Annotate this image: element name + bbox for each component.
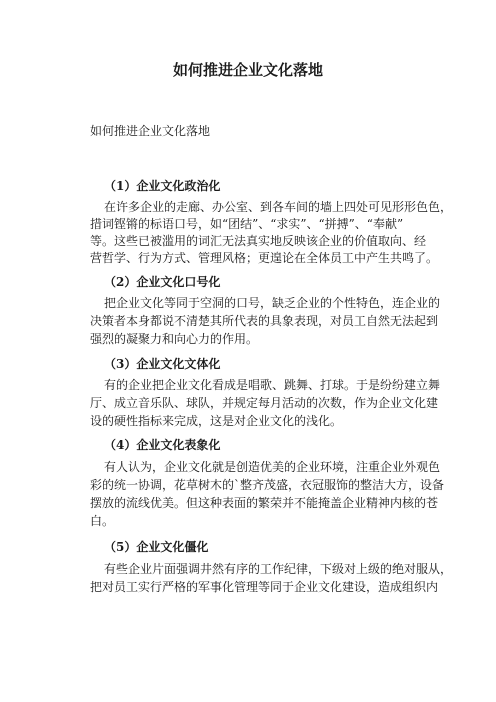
paragraph-line: 等。这些已被滥用的词汇无法真实地反映该企业的价值取向、经 — [90, 234, 427, 248]
paragraph-line: 措词铿锵的标语口号，如“团结”、“求实”、“拼搏”、“奉献” — [90, 217, 404, 231]
section-heading: （3）企业文化文体化 — [104, 357, 221, 371]
document-title: 如何推进企业文化落地 — [172, 61, 323, 79]
document-subtitle: 如何推进企业文化落地 — [90, 124, 211, 138]
paragraph-line: 把对员工实行严格的军事化管理等同于企业文化建设，造成组织内 — [90, 580, 439, 594]
paragraph-line: 有些企业片面强调井然有序的工作纪律，下级对上级的绝对服从， — [104, 562, 453, 576]
paragraph-line: 强烈的凝聚力和向心力的作用。 — [90, 332, 259, 346]
paragraph-line: 有的企业把企业文化看成是唱歌、跳舞、打球。于是纷纷建立舞 — [104, 378, 441, 392]
paragraph-line: 摆放的流线优美。但这种表面的繁荣并不能掩盖企业精神内核的苍 — [90, 496, 439, 510]
section-heading: （4）企业文化表象化 — [104, 438, 221, 452]
paragraph-line: 厅、成立音乐队、球队，并规定每月活动的次数，作为企业文化建 — [90, 396, 439, 410]
paragraph-line: 有人认为，企业文化就是创造优美的企业环境，注重企业外观色 — [104, 460, 441, 474]
paragraph-line: 营哲学、行为方式、管理风格；更遑论在全体员工中产生共鸣了。 — [90, 251, 439, 265]
section-heading: （1）企业文化政治化 — [104, 179, 221, 193]
section-heading: （5）企业文化僵化 — [104, 540, 209, 554]
paragraph-line: 决策者本身都说不清楚其所代表的具象表现，对员工自然无法起到 — [90, 314, 439, 328]
paragraph-line: 设的硬性指标来完成，这是对企业文化的浅化。 — [90, 414, 343, 428]
section-heading: （2）企业文化口号化 — [104, 275, 221, 289]
paragraph-line: 彩的统一协调，花草树木的`整齐茂盛，衣冠服饰的整洁大方，设备 — [90, 478, 445, 492]
paragraph-line: 在许多企业的走廊、办公室、到各车间的墙上四处可见形形色色， — [104, 200, 453, 214]
paragraph-line: 白。 — [90, 514, 115, 528]
paragraph-line: 把企业文化等同于空洞的口号，缺乏企业的个性特色，连企业的 — [104, 296, 441, 310]
